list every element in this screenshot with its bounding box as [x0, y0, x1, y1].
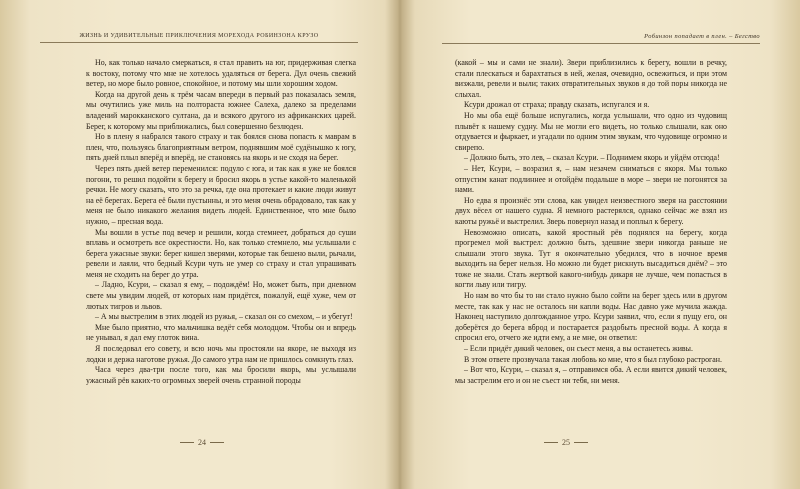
- left-page-text: [86, 58, 356, 386]
- paragraph: Я последовал его совету, и всю ночь мы простояли на якоре, не выходя из лодки и держа наготове ружья. До самого утра нам не пришлось сомкнуть глаз.: [86, 344, 356, 364]
- paragraph: (какой – мы и сами не знали). Звери приблизились к берегу, вошли в речку, стали плескаться и барахтаться в ней, желая, очевидно, освежиться, и при этом визжали, ревели и выли; таких отвратительных звуков я до той поры никогда не слыхал.: [455, 58, 727, 99]
- folio-rule-left: [180, 442, 194, 443]
- paragraph: Но едва я произнёс эти слова, как увидел неизвестного зверя на расстоянии двух вёсел от нашего судна. Я немного растерялся, однако сейчас же взял из каюты ружьё и выстрелил. Зверь повернул назад и поплыл к берегу.: [455, 195, 727, 226]
- right-page-folio: [540, 438, 592, 447]
- paragraph: – Ладно, Ксури, – сказал я ему, – подождём! Но, может быть, при дневном свете мы увидим людей, от которых нам придётся, пожалуй, ещё хуже, чем от лютых тигров и львов.: [86, 280, 356, 311]
- paragraph: В этом ответе прозвучала такая любовь ко мне, что я был глубоко растроган.: [464, 354, 722, 364]
- paragraph: Ксури дрожал от страха; правду сказать, испугался и я.: [464, 100, 650, 110]
- paragraph: – А мы выстрелим в этих людей из ружья, – сказал он со смехом, – и убегут!: [95, 312, 353, 322]
- paragraph: Но мы оба ещё больше испугались, когда услышали, что одно из чудовищ плывёт к нашему судну. Мы не могли его видеть, но только слышали, как оно отдувается и фыркает, и угадали по одним этим звукам, что чудовище огромно и свирепо.: [455, 110, 727, 152]
- paragraph: Мне было приятно, что мальчишка ведёт себя молодцом. Чтобы он и впредь не унывал, я дал ему глоток вина.: [86, 322, 356, 343]
- folio-rule-left: [544, 442, 558, 443]
- left-page-folio: [176, 438, 228, 447]
- paragraph: Но в плену я набрался такого страху и так боялся снова попасть к маврам в плен, что, пользуясь благоприятным ветром, поднявшим моё судёнышко к югу, пять дней плыл вперёд и вперёд, не становясь на якорь и не сходя на берег.: [86, 132, 356, 163]
- paragraph: – Вот что, Ксури, – сказал я, – отправимся оба. А если явится дикий человек, мы застрелим его и он не съест ни тебя, ни меня.: [455, 365, 727, 385]
- paragraph: Но, как только начало смеркаться, я стал править на юг, придерживая слегка к востоку, потому что мне не хотелось удаляться от берега. Дул очень свежий ветер, но море было ровное, спокойное, и потому мы шли хорошим ходом.: [86, 58, 356, 89]
- folio-rule-right: [210, 442, 224, 443]
- right-page: [402, 0, 800, 489]
- paragraph: – Должно быть, это лев, – сказал Ксури. – Поднимем якорь и уйдём отсюда!: [464, 153, 720, 163]
- paragraph: Мы вошли в устье под вечер и решили, когда стемнеет, добраться до суши вплавь и осмотреть все окрестности. Но, как только стемнело, мы услышали с берега ужасные звуки: берег кишел зверями, которые так бешено выли, рычали, ревели и лаяли, что бедный Ксури чуть не умер со страху и стал упрашивать меня не сходить на берег до утра.: [86, 227, 356, 279]
- paragraph: Невозможно описать, какой яростный рёв поднялся на берегу, когда прогремел мой выстрел: должно быть, здешние звери никогда раньше не слышали этого звука. Тут я окончательно убедился, что в ночное время выходить на берег нельзя. Но можно ли будет рискнуть высадиться днём? – это тоже не знали. Стать жертвой какого-нибудь дикаря не лучше, чем попасться в когти льву или тигру.: [455, 227, 727, 290]
- right-page-text: [455, 58, 727, 386]
- paragraph: – Нет, Ксури, – возразил я, – нам незачем сниматься с якоря. Мы только отпустим канат подлиннее и отойдём подальше в море – звери не погонятся за нами.: [455, 163, 727, 195]
- right-page-number: 25: [562, 438, 570, 447]
- paragraph: Когда на другой день к трём часам впереди в первый раз показалась земля, мы очутились уже миль на полтораста южнее Салеха, далеко за пределами владений марокканского султана, да и всякого другого из африканских царей. Берег, к которому мы приближались, был совершенно безлюден.: [86, 89, 356, 131]
- right-running-head: Робинзон попадает в плен. – Бегство: [442, 33, 760, 44]
- left-page: [0, 0, 398, 489]
- left-page-number: 24: [198, 438, 206, 447]
- paragraph: Но нам во что бы то ни стало нужно было сойти на берег здесь или в другом месте, так как у нас не осталось ни капли воды. Нас давно уже мучила жажда. Наконец наступило долгожданное утро. Ксури заявил, что, если я пущу его, он доберётся до берега вброд и постарается раздобыть пресной воды. А когда я спросил его, отчего же идти ему, а не мне, он ответил:: [455, 291, 727, 343]
- paragraph: Часа через два-три после того, как мы бросили якорь, мы услышали ужасный рёв каких-то огромных зверей очень странной породы: [86, 365, 356, 385]
- left-running-head: ЖИЗНЬ И УДИВИТЕЛЬНЫЕ ПРИКЛЮЧЕНИЯ МОРЕХОДА РОБИНЗОНА КРУЗО: [40, 33, 358, 43]
- paragraph: – Если придёт дикий человек, он съест меня, а вы останетесь живы.: [464, 344, 693, 354]
- paragraph: Через пять дней ветер переменился: подуло с юга, и так как я уже не боялся погони, то решил подойти к берегу и бросил якорь в устье какой-то маленькой речки. Не могу сказать, что это за речка, где она протекает и какие люди живут на её берегах. Берега её были пустынны, и это меня очень обрадовало, так как у меня не было никакого желания видеть людей. Единственное, что мне было нужно, – пресная вода.: [86, 163, 356, 226]
- folio-rule-right: [574, 442, 588, 443]
